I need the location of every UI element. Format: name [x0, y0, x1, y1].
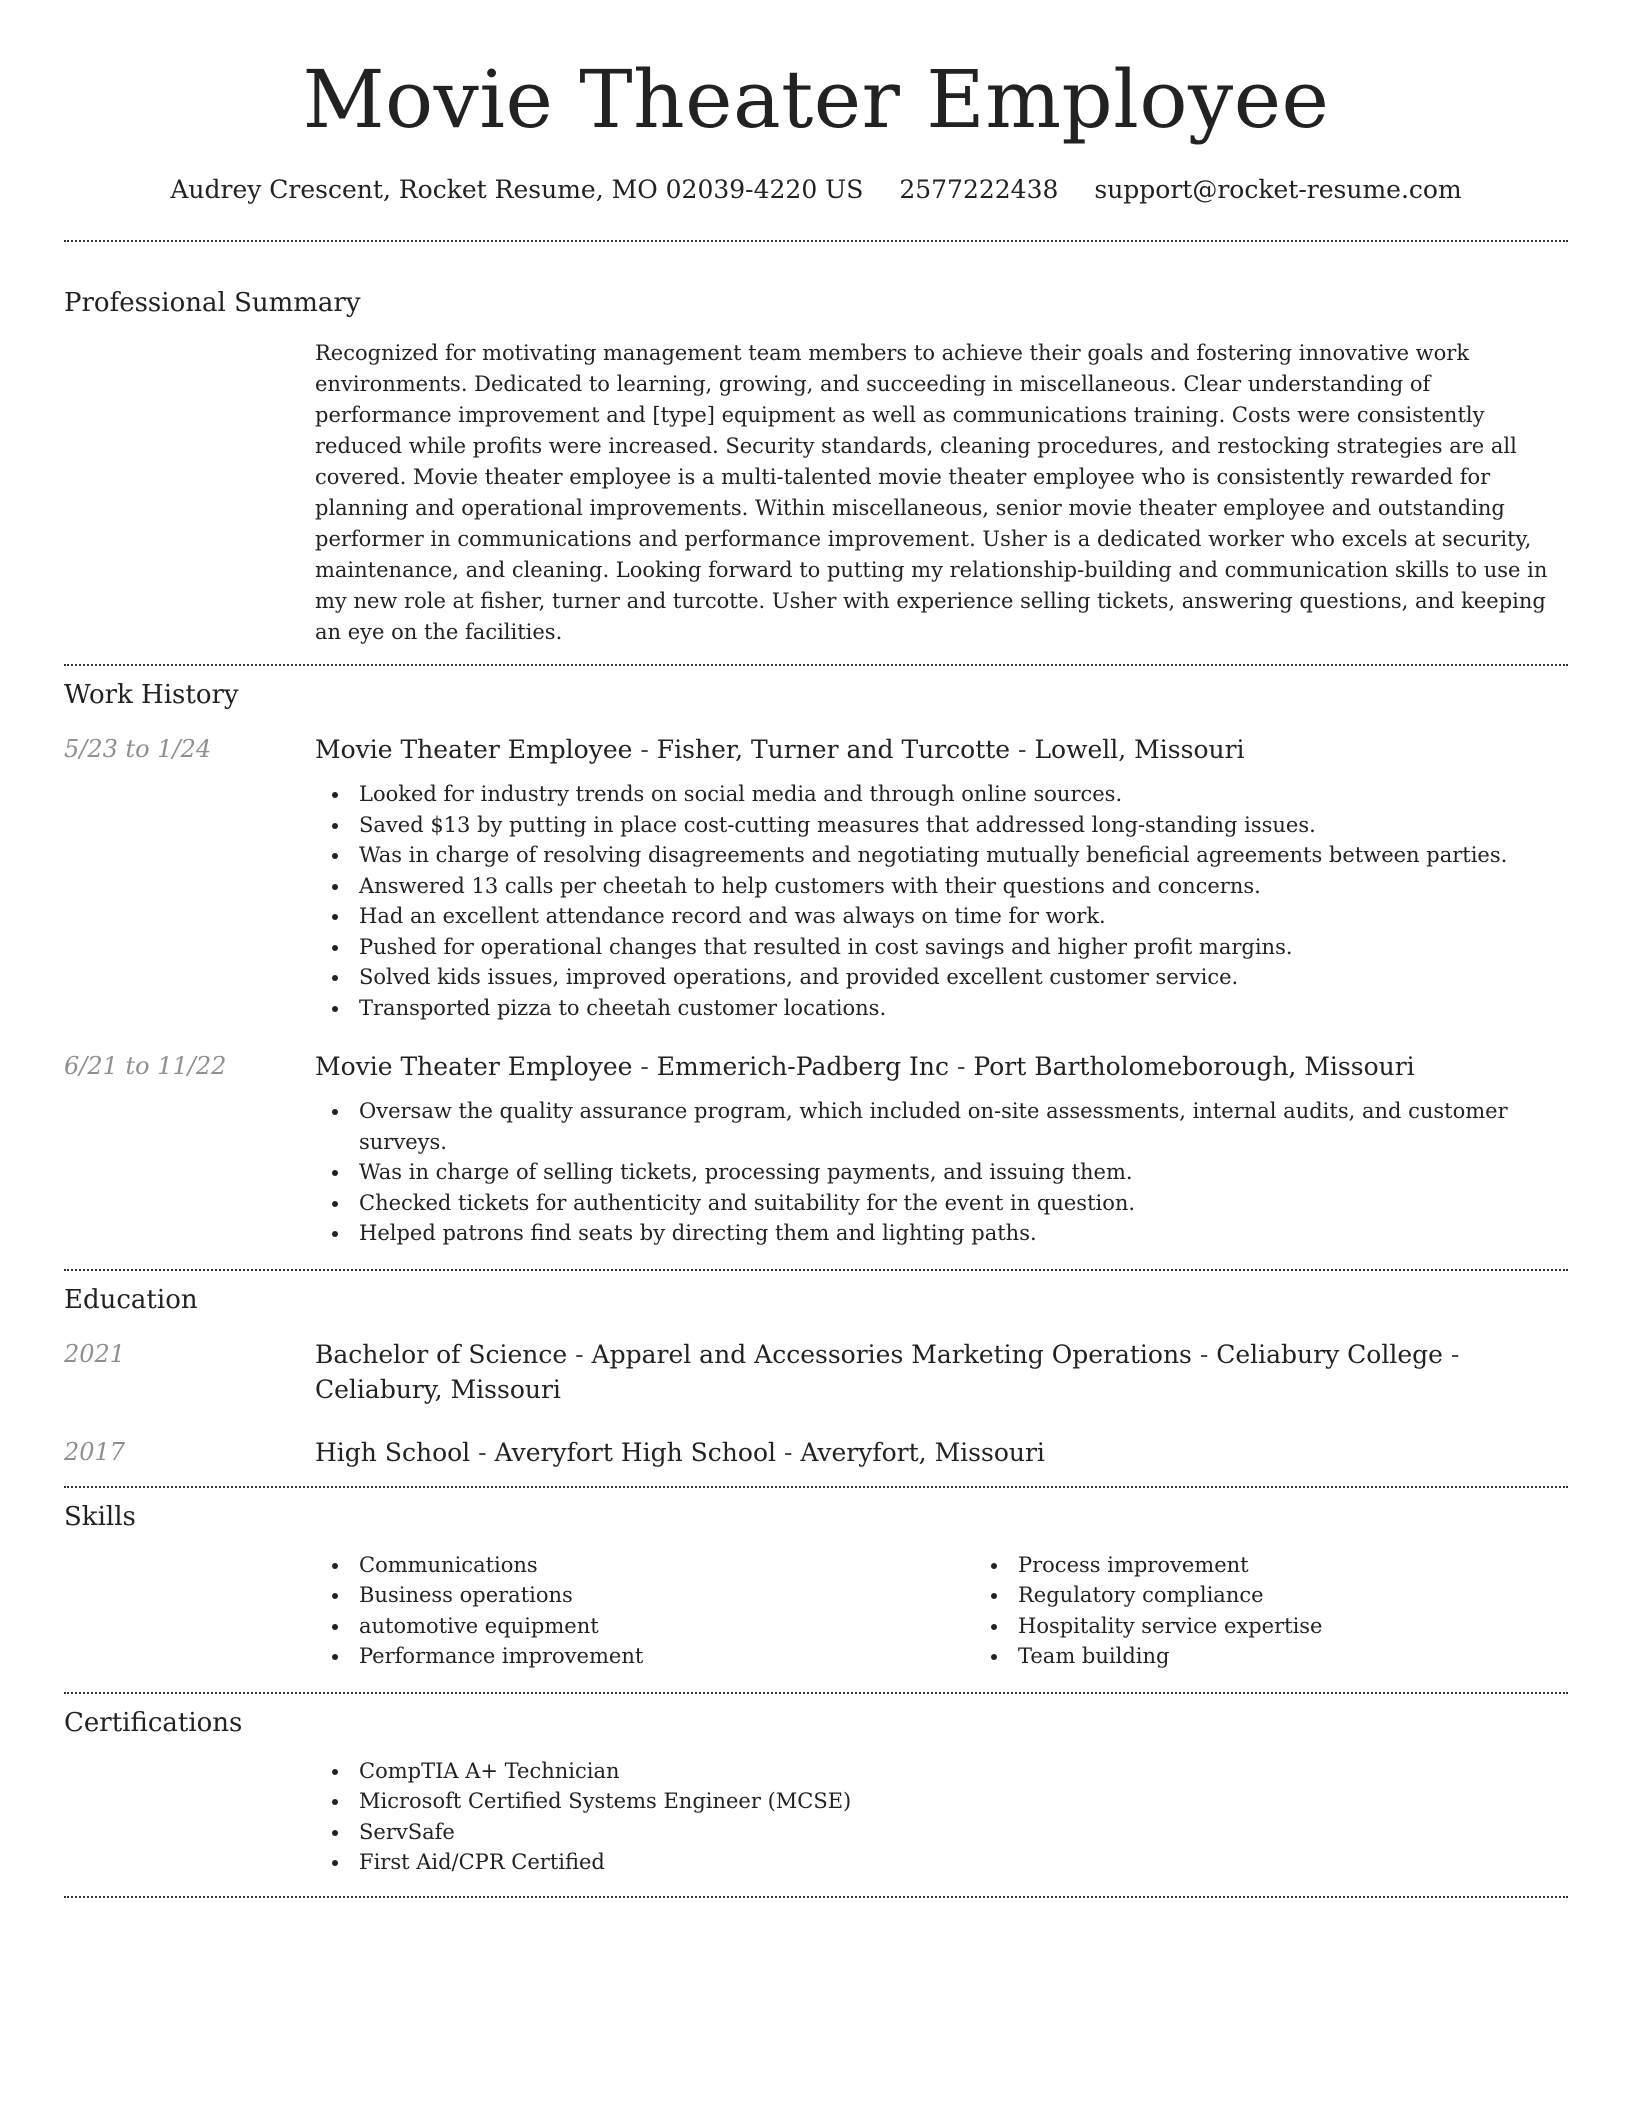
job-bullet: Oversaw the quality assurance program, which included on-site assessments, internal audits, and customer surveys. [359, 1096, 1568, 1157]
job-bullet: Solved kids issues, improved operations, and provided excellent customer service. [359, 962, 1568, 993]
summary-section [64, 242, 1568, 664]
education-section [64, 1271, 1568, 1486]
job-entry [64, 1049, 1568, 1249]
certifications-heading: Certifications [64, 1707, 243, 1738]
job-bullet: Helped patrons find seats by directing them and lighting paths. [359, 1218, 1568, 1249]
skills-column [315, 1550, 974, 1672]
education-school: Averyfort High School [494, 1437, 776, 1467]
job-company: Fisher, Turner and Turcotte [656, 735, 1011, 764]
job-bullets [315, 779, 1568, 1023]
job-bullet: Checked tickets for authenticity and suitability for the event in question. [359, 1188, 1568, 1219]
job-title: Movie Theater Employee [315, 735, 633, 764]
skill-item: Regulatory compliance [1018, 1580, 1568, 1611]
education-entry [64, 1435, 1568, 1470]
contact-line [64, 174, 1568, 206]
education-location: Celiabury, Missouri [315, 1374, 561, 1404]
summary-heading: Professional Summary [64, 288, 361, 318]
skills-section [64, 1488, 1568, 1692]
certifications-section [64, 1694, 1568, 1896]
spacer [64, 1249, 1568, 1269]
job-bullet: Looked for industry trends on social media and through online sources. [359, 779, 1568, 810]
job-bullet: Transported pizza to cheetah customer locations. [359, 993, 1568, 1024]
contact-phone: 2577222438 [899, 175, 1059, 204]
education-degree: Bachelor of Science [315, 1339, 568, 1369]
skills-heading: Skills [64, 1501, 136, 1532]
job-heading: Movie Theater Employee - Emmerich-Padberg Inc - Port Bartholomeborough, Missouri [315, 1052, 1415, 1081]
skills-row [64, 1534, 1568, 1672]
skills-column [974, 1550, 1568, 1672]
education-school: Celiabury College [1216, 1339, 1443, 1369]
job-bullet: Answered 13 calls per cheetah to help customers with their questions and concerns. [359, 871, 1568, 902]
contact-address: Audrey Crescent, Rocket Resume, MO 02039-4220 US [170, 175, 864, 204]
education-field: Apparel and Accessories Marketing Operations [591, 1339, 1192, 1369]
job-bullet: Saved $13 by putting in place cost-cutting measures that addressed long-standing issues. [359, 810, 1568, 841]
education-year: 2021 [64, 1339, 126, 1368]
job-location: Lowell, Missouri [1034, 735, 1245, 764]
job-details [315, 1049, 1568, 1249]
job-location: Port Bartholomeborough, Missouri [973, 1052, 1415, 1081]
job-dates: 6/21 to 11/22 [64, 1052, 227, 1080]
section-divider [64, 1896, 1568, 1898]
education-heading-line: Bachelor of Science - Apparel and Accessories Marketing Operations - Celiabury College - Celiabury, Missouri [315, 1339, 1460, 1404]
education-location: Averyfort, Missouri [800, 1437, 1045, 1467]
certifications-list [315, 1756, 1568, 1878]
skill-item: Process improvement [1018, 1550, 1568, 1581]
education-heading-line: High School - Averyfort High School - Averyfort, Missouri [315, 1437, 1045, 1467]
skill-item: Team building [1018, 1641, 1568, 1672]
work-history-heading: Work History [64, 680, 239, 710]
summary-body [315, 320, 1568, 664]
job-bullet: Had an excellent attendance record and was always on time for work. [359, 901, 1568, 932]
job-title: Movie Theater Employee [315, 1052, 633, 1081]
job-details [315, 732, 1568, 1023]
certifications-row [64, 1740, 1568, 1878]
summary-row [64, 320, 1568, 664]
contact-email: support@rocket-resume.com [1094, 175, 1462, 204]
resume-title: Movie Theater Employee [302, 53, 1330, 146]
job-bullets [315, 1096, 1568, 1249]
spacer [64, 1672, 1568, 1692]
job-bullet: Was in charge of selling tickets, processing payments, and issuing them. [359, 1157, 1568, 1188]
certification-item: CompTIA A+ Technician [359, 1756, 1568, 1787]
education-year: 2017 [64, 1437, 126, 1466]
education-entry [64, 1337, 1568, 1407]
summary-text: Recognized for motivating management team members to achieve their goals and fostering innovative work environments. Dedicated to learning, growing, and succeeding in miscellaneous. Clear understanding of performance improvement and [type] equipment as well as communications training. Costs were consistently reduced while profits were increased. Security standards, cleaning procedures, and restocking strategies are all covered. Movie theater employee is a multi-talented movie theater employee who is consistently rewarded for planning and operational improvements. Within miscellaneous, senior movie theater employee and outstanding performer in communications and performance improvement. Usher is a dedicated worker who excels at security, maintenance, and cleaning. Looking forward to putting my relationship-building and communication skills to use in my new role at fisher, turner and turcotte. Usher with experience selling tickets, answering questions, and keeping an eye on the facilities. [315, 341, 1548, 644]
work-history-section [64, 666, 1568, 1269]
spacer [64, 1470, 1568, 1486]
education-degree: High School [315, 1437, 471, 1467]
skill-item: Performance improvement [359, 1641, 974, 1672]
skill-item: Communications [359, 1550, 974, 1581]
certification-item: Microsoft Certified Systems Engineer (MCSE) [359, 1786, 1568, 1817]
certification-item: ServSafe [359, 1817, 1568, 1848]
certification-item: First Aid/CPR Certified [359, 1847, 1568, 1878]
job-bullet: Pushed for operational changes that resulted in cost savings and higher profit margins. [359, 932, 1568, 963]
certifications-body [315, 1740, 1568, 1878]
job-bullet: Was in charge of resolving disagreements and negotiating mutually beneficial agreements between parties. [359, 840, 1568, 871]
job-company: Emmerich-Padberg Inc [656, 1052, 950, 1081]
skills-grid [315, 1550, 1568, 1672]
job-entry [64, 732, 1568, 1023]
skill-item: Hospitality service expertise [1018, 1611, 1568, 1642]
skill-item: Business operations [359, 1580, 974, 1611]
spacer [64, 1878, 1568, 1896]
job-dates: 5/23 to 1/24 [64, 735, 212, 763]
job-heading: Movie Theater Employee - Fisher, Turner and Turcotte - Lowell, Missouri [315, 735, 1245, 764]
skill-item: automotive equipment [359, 1611, 974, 1642]
education-heading: Education [64, 1284, 198, 1315]
